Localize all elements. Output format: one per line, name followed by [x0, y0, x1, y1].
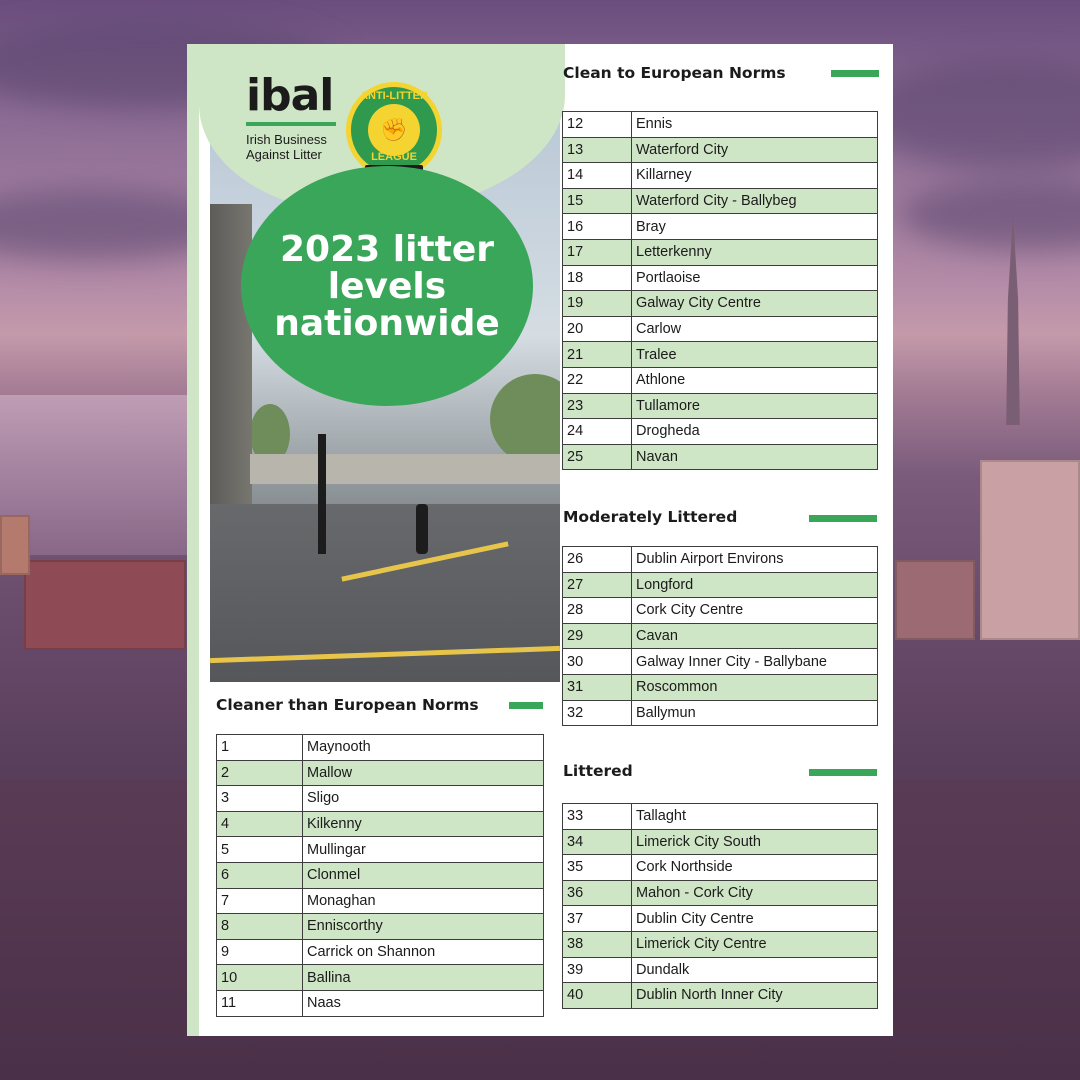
town-name: Dublin North Inner City	[632, 983, 878, 1009]
rank-number: 2	[217, 760, 303, 786]
town-name: Limerick City Centre	[632, 931, 878, 957]
town-name: Waterford City - Ballybeg	[632, 188, 878, 214]
rank-number: 20	[563, 316, 632, 342]
rank-number: 29	[563, 623, 632, 649]
table-row	[563, 674, 878, 700]
rank-number: 9	[217, 939, 303, 965]
table-row	[563, 623, 878, 649]
town-name: Tralee	[632, 342, 878, 368]
town-name: Dundalk	[632, 957, 878, 983]
table-row	[563, 983, 878, 1009]
table-row	[217, 811, 544, 837]
table-row	[217, 888, 544, 914]
ibal-logo	[246, 70, 336, 162]
rank-number: 38	[563, 931, 632, 957]
town-name: Ennis	[632, 112, 878, 138]
town-name: Longford	[632, 572, 878, 598]
table-row	[563, 444, 878, 470]
rank-number: 26	[563, 547, 632, 573]
rank-number: 27	[563, 572, 632, 598]
rank-number: 25	[563, 444, 632, 470]
rank-number: 14	[563, 163, 632, 189]
table-row	[563, 188, 878, 214]
logo-word: ibal	[246, 70, 334, 121]
town-name: Ballymun	[632, 700, 878, 726]
section-title-cleaner: Cleaner than European Norms	[216, 696, 479, 714]
town-name: Mahon - Cork City	[632, 880, 878, 906]
town-name: Cavan	[632, 623, 878, 649]
rank-number: 24	[563, 419, 632, 445]
table-row	[563, 291, 878, 317]
town-name: Athlone	[632, 367, 878, 393]
town-name: Cork Northside	[632, 855, 878, 881]
town-name: Drogheda	[632, 419, 878, 445]
table-row	[217, 760, 544, 786]
rank-number: 11	[217, 990, 303, 1016]
table-row	[563, 572, 878, 598]
table-row	[563, 829, 878, 855]
table-cleaner	[216, 734, 544, 1017]
table-row	[563, 393, 878, 419]
town-name: Carlow	[632, 316, 878, 342]
town-name: Monaghan	[303, 888, 544, 914]
table-row	[217, 990, 544, 1016]
section-title-moderate: Moderately Littered	[563, 508, 738, 526]
town-name: Galway City Centre	[632, 291, 878, 317]
rank-number: 21	[563, 342, 632, 368]
town-name: Roscommon	[632, 674, 878, 700]
section-bar-clean	[831, 70, 879, 77]
town-name: Navan	[632, 444, 878, 470]
town-name: Ballina	[303, 965, 544, 991]
logo-rule	[246, 122, 336, 126]
rank-number: 31	[563, 674, 632, 700]
table-row	[217, 914, 544, 940]
table-row	[563, 214, 878, 240]
poster	[187, 44, 893, 1036]
rank-number: 16	[563, 214, 632, 240]
table-row	[563, 957, 878, 983]
table-row	[563, 163, 878, 189]
seal-top-text: ANTI-LITTER	[360, 90, 428, 102]
table-row	[563, 367, 878, 393]
rank-number: 3	[217, 786, 303, 812]
rank-number: 37	[563, 906, 632, 932]
rank-number: 34	[563, 829, 632, 855]
town-name: Clonmel	[303, 862, 544, 888]
table-row	[563, 342, 878, 368]
section-bar-moderate	[809, 515, 877, 522]
rank-number: 40	[563, 983, 632, 1009]
town-name: Carrick on Shannon	[303, 939, 544, 965]
town-name: Letterkenny	[632, 239, 878, 265]
table-row	[217, 735, 544, 761]
headline: 2023 litter levels nationwide	[274, 228, 500, 344]
section-bar-cleaner	[509, 702, 543, 709]
town-name: Cork City Centre	[632, 598, 878, 624]
rank-number: 18	[563, 265, 632, 291]
town-name: Dublin Airport Environs	[632, 547, 878, 573]
town-name: Maynooth	[303, 735, 544, 761]
table-row	[563, 316, 878, 342]
table-row	[217, 837, 544, 863]
table-littered	[562, 803, 878, 1009]
rank-number: 5	[217, 837, 303, 863]
table-row	[217, 786, 544, 812]
table-row	[563, 649, 878, 675]
logo-subtitle-line2: Against Litter	[246, 147, 322, 162]
table-row	[217, 862, 544, 888]
table-moderate	[562, 546, 878, 726]
town-name: Sligo	[303, 786, 544, 812]
rank-number: 35	[563, 855, 632, 881]
town-name: Waterford City	[632, 137, 878, 163]
rank-number: 32	[563, 700, 632, 726]
rank-number: 10	[217, 965, 303, 991]
rank-number: 12	[563, 112, 632, 138]
table-row	[563, 265, 878, 291]
town-name: Bray	[632, 214, 878, 240]
rank-number: 28	[563, 598, 632, 624]
table-row	[563, 112, 878, 138]
town-name: Mullingar	[303, 837, 544, 863]
town-name: Killarney	[632, 163, 878, 189]
table-row	[563, 239, 878, 265]
rank-number: 13	[563, 137, 632, 163]
rank-number: 7	[217, 888, 303, 914]
anti-litter-league-seal	[346, 82, 442, 178]
table-row	[563, 137, 878, 163]
town-name: Naas	[303, 990, 544, 1016]
rank-number: 33	[563, 804, 632, 830]
table-row	[563, 598, 878, 624]
rank-number: 4	[217, 811, 303, 837]
town-name: Kilkenny	[303, 811, 544, 837]
town-name: Portlaoise	[632, 265, 878, 291]
town-name: Mallow	[303, 760, 544, 786]
rank-number: 23	[563, 393, 632, 419]
rank-number: 19	[563, 291, 632, 317]
table-row	[217, 965, 544, 991]
town-name: Limerick City South	[632, 829, 878, 855]
table-row	[563, 700, 878, 726]
rank-number: 15	[563, 188, 632, 214]
town-name: Dublin City Centre	[632, 906, 878, 932]
town-name: Galway Inner City - Ballybane	[632, 649, 878, 675]
section-title-littered: Littered	[563, 762, 633, 780]
section-title-clean: Clean to European Norms	[563, 64, 786, 82]
table-clean	[562, 111, 878, 470]
table-row	[563, 855, 878, 881]
litter-icon: ✊	[368, 104, 420, 156]
table-row	[217, 939, 544, 965]
table-row	[563, 880, 878, 906]
rank-number: 6	[217, 862, 303, 888]
rank-number: 36	[563, 880, 632, 906]
rank-number: 22	[563, 367, 632, 393]
table-row	[563, 547, 878, 573]
table-row	[563, 906, 878, 932]
table-row	[563, 804, 878, 830]
town-name: Tullamore	[632, 393, 878, 419]
table-row	[563, 931, 878, 957]
rank-number: 17	[563, 239, 632, 265]
logo-subtitle-line1: Irish Business	[246, 132, 327, 147]
headline-circle	[241, 166, 533, 406]
town-name: Enniscorthy	[303, 914, 544, 940]
town-name: Tallaght	[632, 804, 878, 830]
rank-number: 30	[563, 649, 632, 675]
rank-number: 8	[217, 914, 303, 940]
table-row	[563, 419, 878, 445]
rank-number: 39	[563, 957, 632, 983]
rank-number: 1	[217, 735, 303, 761]
section-bar-littered	[809, 769, 877, 776]
seal-bottom-text: LEAGUE	[371, 151, 417, 163]
